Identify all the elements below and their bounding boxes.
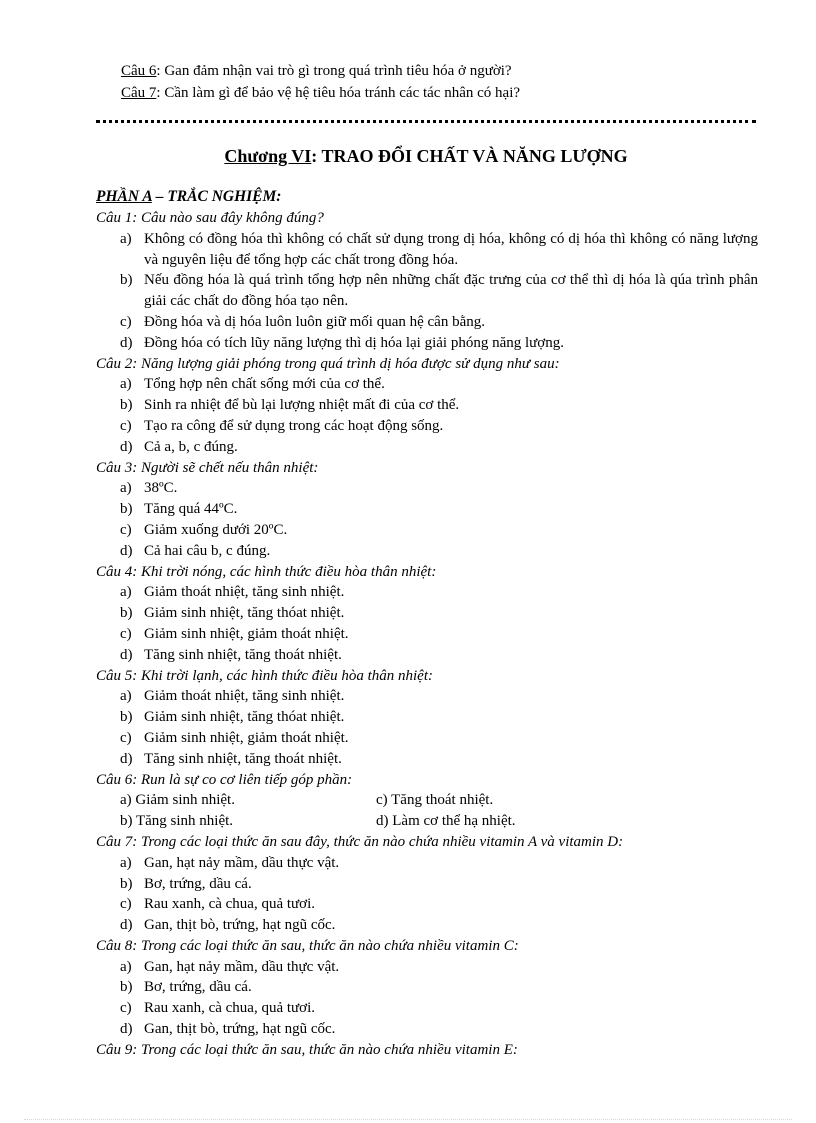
option-label: d) bbox=[120, 542, 133, 559]
chapter-title bbox=[96, 144, 756, 168]
option-label: b) bbox=[120, 979, 133, 996]
option-text: Giảm sinh nhiệt, giảm thoát nhiệt. bbox=[144, 729, 349, 746]
option bbox=[96, 977, 758, 998]
option bbox=[96, 270, 758, 312]
option bbox=[96, 874, 758, 895]
option-label: c) bbox=[120, 1000, 132, 1017]
options-7 bbox=[96, 853, 758, 936]
question-4: Câu 4: Khi trời nóng, các hình thức điều hòa thân nhiệt: bbox=[96, 563, 437, 580]
option-text: Rau xanh, cà chua, quả tươi. bbox=[144, 896, 316, 913]
option bbox=[96, 395, 758, 416]
option bbox=[96, 707, 758, 728]
question-8: Câu 8: Trong các loại thức ăn sau, thức ăn nào chứa nhiều vitamin C: bbox=[96, 937, 519, 954]
option-text: c) Tăng thoát nhiệt. bbox=[376, 792, 494, 809]
options-5 bbox=[96, 686, 758, 769]
question-9: Câu 9: Trong các loại thức ăn sau, thức ăn nào chứa nhiều vitamin E: bbox=[96, 1041, 518, 1058]
question-3: Câu 3: Người sẽ chết nếu thân nhiệt: bbox=[96, 459, 319, 476]
option-text: Giảm sinh nhiệt, tăng thóat nhiệt. bbox=[144, 709, 345, 726]
option-text: Tạo ra công để sử dụng trong các hoạt động sống. bbox=[144, 417, 444, 434]
option-label: a) bbox=[120, 230, 132, 247]
option-label: a) bbox=[120, 584, 132, 601]
option-text: d) Làm cơ thể hạ nhiệt. bbox=[376, 813, 516, 830]
option-text: Tăng sinh nhiệt, tăng thoát nhiệt. bbox=[144, 750, 342, 767]
option-text: b) Tăng sinh nhiệt. bbox=[120, 813, 234, 830]
option bbox=[96, 541, 758, 562]
option-text: Đồng hóa có tích lũy năng lượng thì dị hóa lại giải phóng năng lượng. bbox=[144, 334, 564, 351]
option bbox=[96, 645, 758, 666]
question-1: Câu 1: Câu nào sau đây không đúng? bbox=[96, 210, 324, 226]
options-8 bbox=[96, 957, 758, 1040]
option-text: a) Giảm sinh nhiệt. bbox=[120, 792, 235, 809]
option-label: b) bbox=[120, 605, 133, 622]
intro-text: : Gan đảm nhận vai trò gì trong quá trình tiêu hóa ở người? bbox=[156, 63, 512, 79]
question-6: Câu 6: Run là sự co cơ liên tiếp góp phần: bbox=[96, 771, 353, 788]
option-label: a) bbox=[120, 376, 132, 393]
intro-questions bbox=[121, 60, 761, 104]
option-label: a) bbox=[120, 480, 132, 497]
option-label: c) bbox=[120, 313, 132, 330]
options-1 bbox=[96, 229, 758, 354]
option bbox=[96, 1019, 758, 1040]
option-text: Không có đồng hóa thì không có chất sử dụng trong dị hóa, không có dị hóa thì không có năng lượng và nguyên liệu để tổng hợp các chất trong đồng hóa. bbox=[144, 230, 758, 268]
option-text: Giảm xuống dưới 20ºC. bbox=[144, 521, 288, 538]
option-text: Tổng hợp nên chất sống mới của cơ thể. bbox=[144, 376, 385, 393]
option bbox=[96, 686, 758, 707]
option-text: Nếu đồng hóa là quá trình tổng hợp nên những chất đặc trưng của cơ thể thì dị hóa là qúa trình phân giải các chất do đồng hóa tạo nên. bbox=[144, 272, 758, 310]
option bbox=[96, 478, 758, 499]
intro-line bbox=[121, 60, 761, 82]
option-label: c) bbox=[120, 729, 132, 746]
option-label: d) bbox=[120, 334, 133, 351]
intro-text: : Cần làm gì để bảo vệ hệ tiêu hóa tránh các tác nhân có hại? bbox=[156, 85, 521, 101]
option bbox=[96, 915, 758, 936]
option-text: Giảm sinh nhiệt, giảm thoát nhiệt. bbox=[144, 625, 349, 642]
option-label: a) bbox=[120, 854, 132, 871]
page-bottom-border bbox=[24, 1119, 792, 1120]
option bbox=[96, 229, 758, 271]
option bbox=[96, 312, 758, 333]
option-text: Tăng quá 44ºC. bbox=[144, 501, 238, 518]
option-label: b) bbox=[120, 709, 133, 726]
option bbox=[96, 624, 758, 645]
option bbox=[96, 582, 758, 603]
dotted-divider bbox=[96, 120, 756, 123]
option-label: c) bbox=[120, 417, 132, 434]
options-2 bbox=[96, 374, 758, 457]
option-text: Bơ, trứng, dầu cá. bbox=[144, 979, 252, 996]
options-4 bbox=[96, 582, 758, 665]
option-label: a) bbox=[120, 688, 132, 705]
option bbox=[96, 520, 758, 541]
question-7: Câu 7: Trong các loại thức ăn sau đây, thức ăn nào chứa nhiều vitamin A và vitamin D: bbox=[96, 833, 624, 850]
option-label: b) bbox=[120, 875, 133, 892]
option bbox=[96, 728, 758, 749]
option-label: c) bbox=[120, 521, 132, 538]
option bbox=[96, 437, 758, 458]
option-label: b) bbox=[120, 272, 133, 289]
option-text: Gan, thịt bò, trứng, hạt ngũ cốc. bbox=[144, 917, 336, 934]
part-rest: – TRẮC NGHIỆM: bbox=[151, 188, 282, 205]
option-text: Tăng sinh nhiệt, tăng thoát nhiệt. bbox=[144, 646, 342, 663]
option-text: Đồng hóa và dị hóa luôn luôn giữ mối quan hệ cân bằng. bbox=[144, 313, 485, 330]
option-label: c) bbox=[120, 896, 132, 913]
part-heading bbox=[96, 186, 758, 208]
intro-label: Câu 6 bbox=[121, 63, 157, 79]
chapter-name: : TRAO ĐỔI CHẤT VÀ NĂNG LƯỢNG bbox=[311, 146, 628, 166]
option-text: Bơ, trứng, dầu cá. bbox=[144, 875, 252, 892]
question-2: Câu 2: Năng lượng giải phóng trong quá trình dị hóa được sử dụng như sau: bbox=[96, 355, 560, 372]
option-label: d) bbox=[120, 646, 133, 663]
option bbox=[96, 499, 758, 520]
options-3 bbox=[96, 478, 758, 561]
option-label: d) bbox=[120, 1021, 133, 1038]
option bbox=[96, 998, 758, 1019]
question-section bbox=[96, 186, 758, 1061]
option bbox=[96, 894, 758, 915]
option-text: Giảm sinh nhiệt, tăng thóat nhiệt. bbox=[144, 605, 345, 622]
part-label: PHẦN A bbox=[96, 188, 152, 205]
option-text: Rau xanh, cà chua, quả tươi. bbox=[144, 1000, 316, 1017]
option bbox=[96, 957, 758, 978]
option bbox=[96, 416, 758, 437]
intro-line bbox=[121, 82, 761, 104]
option-label: d) bbox=[120, 917, 133, 934]
option-text: Sinh ra nhiệt để bù lại lượng nhiệt mất đi của cơ thể. bbox=[144, 397, 460, 414]
intro-label: Câu 7 bbox=[121, 85, 157, 101]
option-label: d) bbox=[120, 750, 133, 767]
option bbox=[96, 749, 758, 770]
option bbox=[96, 603, 758, 624]
chapter-label: Chương VI bbox=[224, 146, 312, 166]
option-text: Gan, thịt bò, trứng, hạt ngũ cốc. bbox=[144, 1021, 336, 1038]
option-text: 38ºC. bbox=[144, 480, 178, 497]
option bbox=[96, 333, 758, 354]
option-text: Cả a, b, c đúng. bbox=[144, 438, 238, 455]
option-text: Giảm thoát nhiệt, tăng sinh nhiệt. bbox=[144, 584, 345, 601]
option-text: Gan, hạt nảy mầm, dầu thực vật. bbox=[144, 958, 340, 975]
option-text: Cả hai câu b, c đúng. bbox=[144, 542, 271, 559]
option-label: a) bbox=[120, 958, 132, 975]
option-label: d) bbox=[120, 438, 133, 455]
option bbox=[96, 853, 758, 874]
option-text: Gan, hạt nảy mầm, dầu thực vật. bbox=[144, 854, 340, 871]
option-text: Giảm thoát nhiệt, tăng sinh nhiệt. bbox=[144, 688, 345, 705]
option-label: b) bbox=[120, 501, 133, 518]
options-6 bbox=[96, 790, 758, 832]
question-5: Câu 5: Khi trời lạnh, các hình thức điều hòa thân nhiệt: bbox=[96, 667, 433, 684]
option bbox=[96, 374, 758, 395]
option-label: b) bbox=[120, 397, 133, 414]
option-label: c) bbox=[120, 625, 132, 642]
